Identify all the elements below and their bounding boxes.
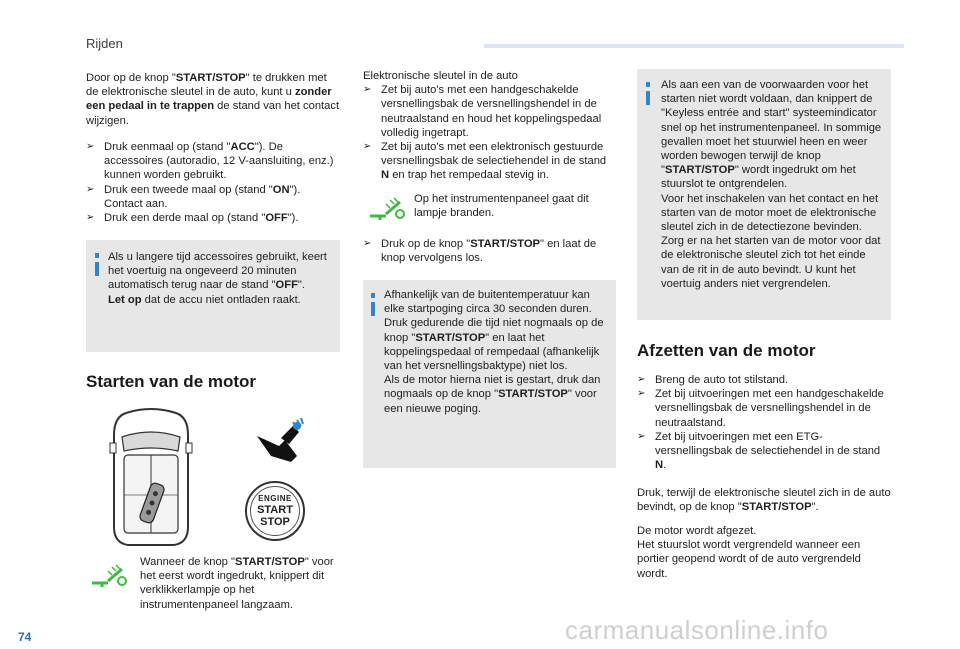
list-item: ➢ Druk eenmaal op (stand "ACC"). De accessoires (autoradio, 12 V-aansluiting, enz.) kunnen worden gebruikt.: [86, 141, 334, 182]
info-icon: [646, 91, 650, 105]
info-box: Als aan een van de voorwaarden voor het starten niet wordt voldaan, dan knippert de "Keyless entrée and start" systeemindicator snel op het instrumentenpaneel. In sommige gevallen moet het stuurwiel heen en weer worden bewogen terwijl de knop "START/STOP" wordt ingedrukt om het stuurslot te ontgrendelen. Voor het inschakelen van het contact en het starten van de motor moet de elektronische sleutel zich in de detectiezone bevinden. Zorg er na het starten van de motor voor dat de elektronische sleutel zich tot het einde van de rit in de auto bevindt. U kunt het voertuig anders niet vergrendelen.: [637, 69, 891, 320]
page-number: 74: [18, 630, 32, 644]
key-indicator-lamp-icon: [366, 196, 406, 222]
heading-stop-engine: Afzetten van de motor: [637, 341, 816, 360]
arrow-icon: ➢: [637, 430, 646, 442]
arrow-icon: ➢: [363, 238, 372, 249]
col2-lamp-text: Op het instrumentenpaneel gaat dit lampje branden.: [414, 193, 589, 220]
col3-steps: [637, 373, 893, 472]
info-box: Afhankelijk van de buitentemperatuur kan elke startpoging circa 30 seconden duren. Druk gedurende die tijd niet nogmaals op de knop "START/STOP" en laat het koppelingspedaal of rempedaal (afhankelijk van het versnellingsbaktype) niet los. Als de motor hierna niet is gestart, druk dan nogmaals op de knop "START/STOP" voor een nieuwe poging.: [363, 280, 616, 468]
heading-start-engine: Starten van de motor: [86, 372, 257, 391]
col1-intro: Door op de knop "START/STOP" te drukken met de elektronische sleutel in de auto, kunt u zonder een pedaal in te trappen de stand van het contact wijzigen.: [86, 72, 340, 127]
list-item: ➢ Zet bij auto's met een handgeschakelde versnellingsbak de versnellingshendel in de neutraalstand en houd het koppelingspedaal volledig ingetrapt.: [363, 84, 602, 139]
lamp-description: Wanneer de knop "START/STOP" voor het eerst wordt ingedrukt, knippert dit verklikkerlampje op het instrumentenpaneel langzaam.: [140, 556, 334, 611]
col2-text: Elektronische sleutel in de auto ➢ Zet bij auto's met een handgeschakelde versnellingsbak de versnellingshendel in de neutraalstand en houd het koppelingspedaal volledig ingetrapt. ➢ Zet bij auto's met een elektronisch gestuurde versnellingsbak de selectiehendel in de stand N en trap het rempedaal stevig in.: [363, 69, 615, 183]
col2-step3: [363, 237, 615, 265]
key-indicator-lamp-icon: [88, 563, 128, 589]
col3-para1: Druk, terwijl de elektronische sleutel zich in de auto bevindt, op de knop "START/STOP".: [637, 487, 891, 514]
list-item: ➢ Breng de auto tot stilstand.: [637, 374, 789, 386]
list-item: ➢ Zet bij uitvoeringen met een handgeschakelde versnellingsbak de versnellingshendel in de neutraalstand.: [637, 388, 884, 429]
hand-press-icon: [253, 416, 307, 466]
list-item: ➢ Zet bij uitvoeringen met een ETG-versnellingsbak de selectiehendel in de stand N.: [637, 430, 881, 472]
arrow-icon: ➢: [637, 374, 646, 385]
info-box: Als u langere tijd accessoires gebruikt, keert het voertuig na ongeveerd 20 minuten automatisch terug naar de stand "OFF". Let op dat de accu niet ontladen raakt.: [86, 240, 340, 352]
col3-para2: De motor wordt afgezet. Het stuurslot wordt vergrendeld wanneer een portier geopend wordt of de auto vergrendeld wordt.: [637, 525, 861, 580]
section-title: Rijden: [86, 36, 123, 51]
col1-steps: [86, 140, 342, 225]
header-bar: [484, 44, 904, 48]
info-icon: [95, 262, 99, 276]
arrow-icon: ➢: [363, 141, 372, 153]
engine-start-stop-button: ENGINE START STOP: [245, 481, 305, 541]
arrow-icon: ➢: [363, 84, 372, 96]
car-top-view-illustration: [108, 407, 194, 549]
arrow-icon: ➢: [86, 141, 95, 152]
info-icon: [371, 302, 375, 316]
arrow-icon: ➢: [86, 212, 95, 224]
watermark: carmanualsonline.info: [565, 615, 829, 645]
list-item: ➢ Druk een tweede maal op (stand "ON"). Contact aan.: [86, 183, 301, 210]
arrow-icon: ➢: [86, 183, 95, 195]
list-item: ➢ Druk een derde maal op (stand "OFF").: [86, 212, 299, 225]
list-item: ➢ Zet bij auto's met een elektronisch gestuurde versnellingsbak de selectiehendel in de stand N en trap het rempedaal stevig in.: [363, 141, 607, 182]
list-item: ➢ Druk op de knop "START/STOP" en laat de knop vervolgens los.: [363, 238, 597, 265]
arrow-icon: ➢: [637, 388, 646, 400]
